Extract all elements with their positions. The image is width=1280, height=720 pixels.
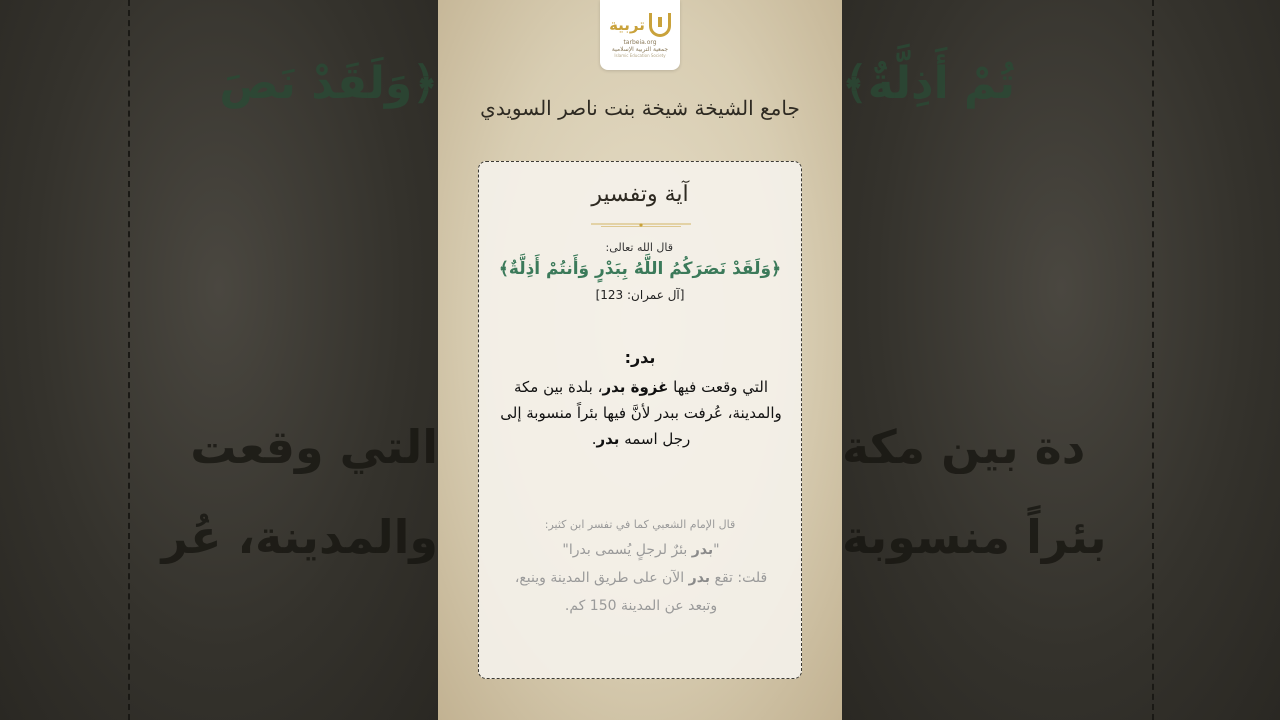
logo-site: tarbeia.org xyxy=(623,38,657,46)
backdrop-dashed-border xyxy=(1152,0,1154,720)
logo xyxy=(600,0,680,70)
note-label: قال الإمام الشعبي كما في تفسر ابن كثير: xyxy=(544,518,736,531)
title-ornament-icon xyxy=(591,222,691,228)
verse-intro: قال الله تعالى: xyxy=(605,241,673,254)
emphasis-badr: بدر xyxy=(596,430,620,448)
backdrop-text-right-1: دة بين مكة xyxy=(842,420,1086,474)
content-card xyxy=(478,161,802,679)
note-text: "بدر بئرٌ لرجلٍ يُسمى بدرا" قلت: تقع بدر الآن على طريق المدينة وينبع، وتبعد عن المدينة 150 كم. xyxy=(514,542,768,614)
backdrop-right xyxy=(842,0,1280,720)
story-frame xyxy=(438,0,842,720)
backdrop-text-left-2: والمدينة، عُر xyxy=(161,510,438,564)
backdrop-verse-left: ﴿وَلَقَدْ نَصَ xyxy=(219,58,438,109)
verse-reference: [آل عمران: 123] xyxy=(595,288,685,302)
logo-word: تربية xyxy=(609,15,645,34)
card-title: آية وتفسير xyxy=(591,182,689,207)
logo-org-ar: جمعية التربية الإسلامية xyxy=(611,45,669,53)
backdrop-verse-right: تُمْ أَذِلَّةٌ﴾ xyxy=(842,58,1015,109)
backdrop-text-left-1: التي وقعت xyxy=(190,420,438,474)
term-heading: بدر: xyxy=(624,348,656,367)
backdrop-dashed-border xyxy=(128,0,130,720)
mosque-name: جامع الشيخة شيخة بنت ناصر السويدي xyxy=(480,96,800,120)
term-explanation: التي وقعت فيها غزوة بدر، بلدة بين مكة والمدينة، عُرفت ببدر لأنَّ فيها بئراً منسوبة إلى رجل اسمه بدر. xyxy=(500,378,782,448)
quran-verse: ﴿وَلَقَدْ نَصَرَكُمُ اللَّهُ بِبَدْرٍ وَأَنتُمْ أَذِلَّةٌ﴾ xyxy=(498,259,782,279)
backdrop-left xyxy=(0,0,438,720)
logo-org-en: Islamic Education Society xyxy=(614,52,666,58)
backdrop-text-right-2: بئراً منسوبة xyxy=(842,510,1107,564)
logo-mark-icon xyxy=(649,13,671,37)
emphasis-ghazwa-badr: غزوة بدر xyxy=(602,378,669,396)
